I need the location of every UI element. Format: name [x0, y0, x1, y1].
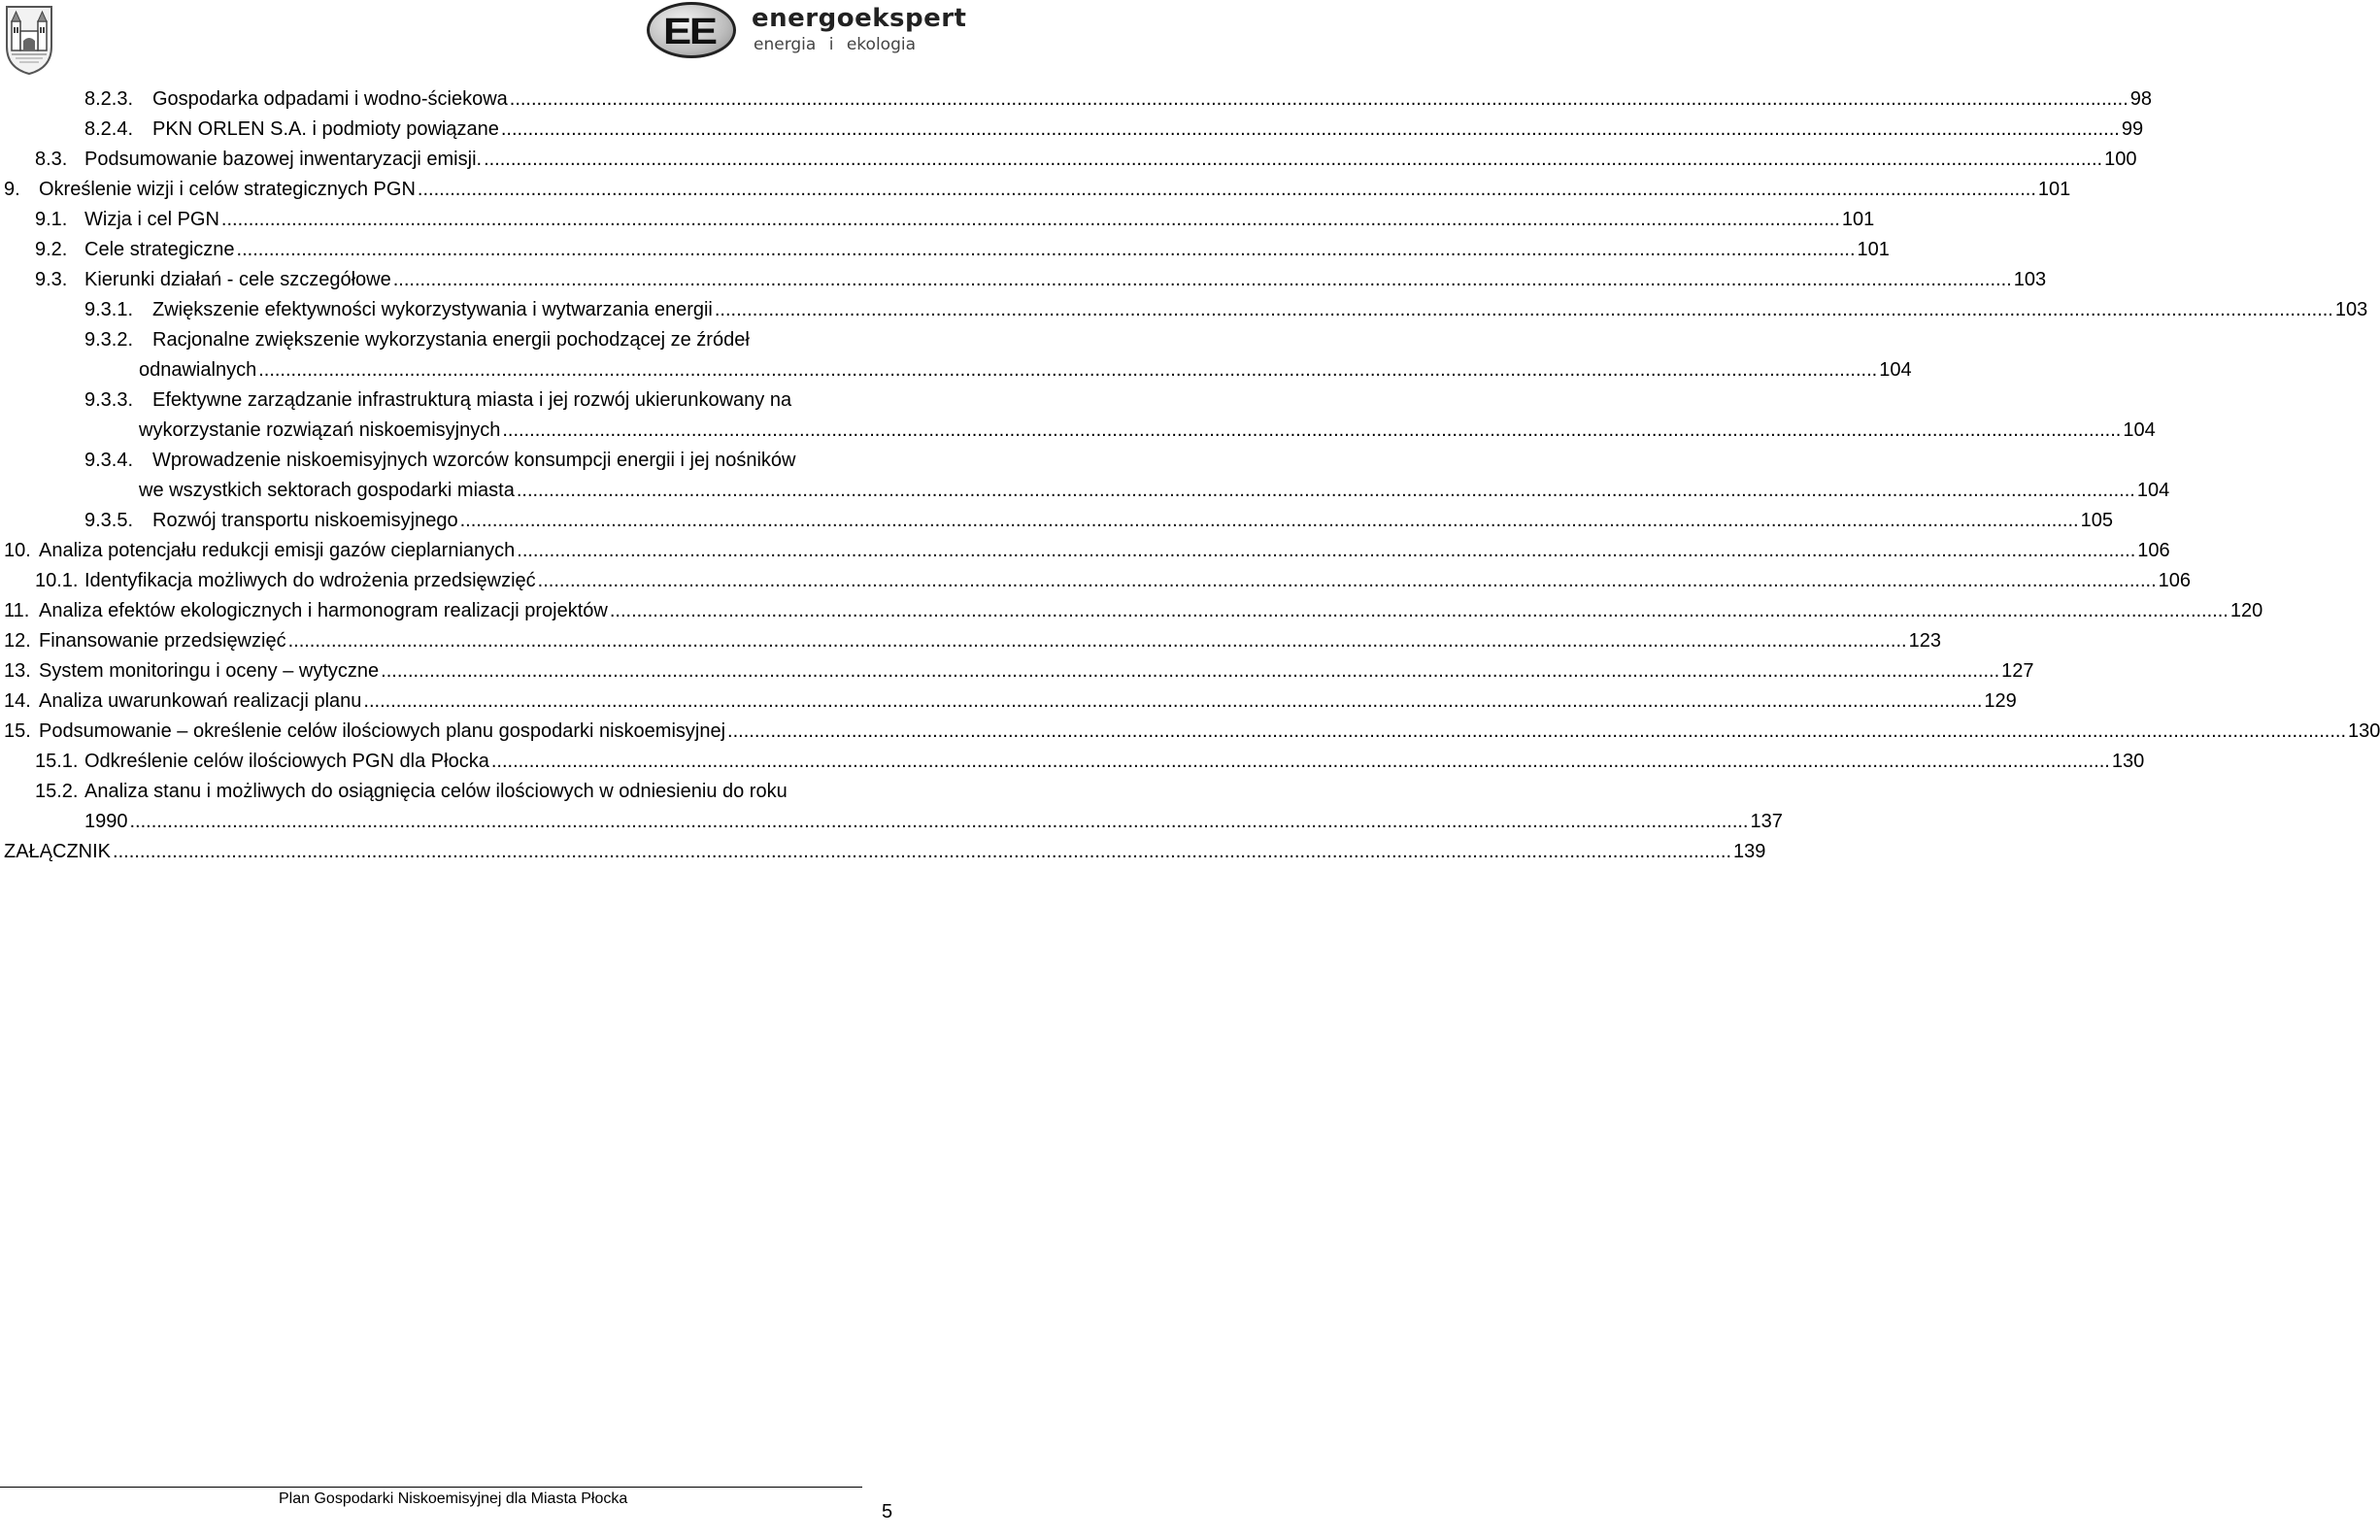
toc-dot-leader: ............................................................................................................................................................................................................................................................................................................ — [392, 269, 2012, 290]
toc-entry-page: 104 — [2123, 419, 2156, 441]
toc-dot-leader: ............................................................................................................................................................................................................................................................................................................ — [258, 359, 1878, 381]
toc-entry-number: 9.3.4. — [84, 450, 134, 471]
toc-entry-page: 98 — [2129, 88, 2153, 110]
toc-entry-number: 9.3.2. — [84, 329, 134, 351]
toc-entry-page: 120 — [2229, 600, 2263, 621]
toc-entry-number: 9.3.3. — [84, 389, 134, 411]
toc-entry-page: 101 — [1841, 209, 1875, 230]
toc-entry-page: 139 — [1733, 841, 1766, 862]
toc-entry-page: 106 — [2158, 570, 2192, 591]
page-header — [0, 0, 967, 85]
toc-entry-line — [4, 837, 1766, 867]
toc-entry[interactable] — [0, 656, 2034, 686]
toc-entry-page: 104 — [2136, 480, 2170, 501]
toc-entry-title: Analiza stanu i możliwych do osiągnięcia celów ilościowych w odniesieniu do roku — [84, 781, 788, 802]
toc-entry-line — [152, 295, 2368, 325]
toc-dot-leader: ............................................................................................................................................................................................................................................................................................................ — [236, 239, 1856, 260]
toc-entry-line — [84, 566, 2192, 596]
toc-entry-number: 11. — [4, 600, 30, 621]
toc-entry-page: 129 — [1984, 690, 2017, 712]
toc-entry[interactable] — [0, 506, 2113, 536]
city-crest-icon — [4, 4, 54, 76]
toc-entry[interactable] — [0, 777, 1783, 837]
toc-entry-title: Analiza potencjału redukcji emisji gazów cieplarnianych — [39, 540, 516, 561]
toc-entry-number: 9.2. — [35, 239, 68, 260]
toc-dot-leader: ............................................................................................................................................................................................................................................................................................................ — [220, 209, 1840, 230]
toc-entry-page: 99 — [2121, 118, 2144, 140]
toc-entry-number: 10. — [4, 540, 31, 561]
toc-entry-page: 100 — [2104, 149, 2137, 170]
toc-entry-number: 9.3.1. — [84, 299, 134, 320]
toc-entry-line — [152, 84, 2153, 115]
toc-dot-leader: ............................................................................................................................................................................................................................................................................................................ — [517, 540, 2136, 561]
toc-entry-title: Kierunki działań - cele szczegółowe — [84, 269, 391, 290]
toc-entry-page: 101 — [1857, 239, 1890, 260]
toc-entry-line — [39, 536, 2170, 566]
toc-entry-number: 9.3.5. — [84, 510, 134, 531]
toc-entry-title: Odkreślenie celów ilościowych PGN dla Płocka — [84, 751, 489, 772]
toc-entry[interactable] — [0, 686, 2017, 717]
toc-dot-leader: ............................................................................................................................................................................................................................................................................................................ — [363, 690, 1983, 712]
toc-entry-page: 103 — [2013, 269, 2047, 290]
toc-entry[interactable] — [0, 235, 1890, 265]
toc-dot-leader: ............................................................................................................................................................................................................................................................................................................ — [537, 570, 2157, 591]
toc-dot-leader: ............................................................................................................................................................................................................................................................................................................ — [714, 299, 2333, 320]
toc-entry-line — [39, 626, 1941, 656]
toc-entry-title: Analiza uwarunkowań realizacji planu — [39, 690, 362, 712]
toc-entry-number: 8.2.4. — [84, 118, 134, 140]
toc-entry[interactable] — [0, 566, 2192, 596]
toc-entry-number: 8.2.3. — [84, 88, 134, 110]
page-number: 5 — [882, 1501, 893, 1523]
toc-dot-leader: ............................................................................................................................................................................................................................................................................................................ — [490, 751, 2110, 772]
toc-entry-title: Rozwój transportu niskoemisyjnego — [152, 510, 458, 531]
toc-entry-line — [84, 205, 1875, 235]
toc-entry-title: Wprowadzenie niskoemisyjnych wzorców konsumpcji energii i jej nośników — [152, 450, 796, 471]
toc-entry-number: 9.3. — [35, 269, 68, 290]
toc-dot-leader: ............................................................................................................................................................................................................................................................................................................ — [727, 720, 2347, 742]
table-of-contents — [0, 84, 2380, 867]
toc-entry[interactable] — [0, 295, 2368, 325]
toc-entry-line — [139, 355, 1912, 385]
toc-entry[interactable] — [0, 446, 2170, 506]
toc-entry-number: 9.1. — [35, 209, 68, 230]
toc-entry-number: 14. — [4, 690, 31, 712]
toc-entry-line — [139, 476, 2170, 506]
toc-entry-title: we wszystkich sektorach gospodarki miasta — [139, 480, 515, 501]
toc-dot-leader: ............................................................................................................................................................................................................................................................................................................ — [502, 419, 2122, 441]
toc-dot-leader: ............................................................................................................................................................................................................................................................................................................ — [417, 179, 2036, 200]
energoekspert-logo — [647, 2, 967, 62]
toc-dot-leader: ............................................................................................................................................................................................................................................................................................................ — [516, 480, 2135, 501]
brand-tagline: energia i ekologia — [754, 35, 916, 54]
toc-entry[interactable] — [0, 205, 1875, 235]
toc-entry-line — [39, 175, 2071, 205]
toc-entry-title: PKN ORLEN S.A. i podmioty powiązane — [152, 118, 499, 140]
toc-entry-line — [152, 115, 2144, 145]
logo-letters: EE — [663, 12, 716, 52]
toc-entry[interactable] — [0, 325, 1912, 385]
toc-entry-title: odnawialnych — [139, 359, 257, 381]
toc-entry-title: Gospodarka odpadami i wodno-ściekowa — [152, 88, 508, 110]
toc-entry-title: 1990 — [84, 811, 128, 832]
toc-entry-number: 15.2. — [35, 781, 79, 802]
toc-entry-number: 10.1. — [35, 570, 79, 591]
toc-entry[interactable] — [0, 145, 2137, 175]
toc-entry-page: 123 — [1908, 630, 1941, 652]
toc-entry[interactable] — [0, 596, 2263, 626]
toc-entry-line — [39, 656, 2034, 686]
footer-divider — [0, 1487, 862, 1488]
toc-dot-leader: ............................................................................................................................................................................................................................................................................................................ — [113, 841, 1732, 862]
toc-entry-line — [152, 506, 2113, 536]
toc-dot-leader: ............................................................................................................................................................................................................................................................................................................ — [129, 811, 1749, 832]
toc-dot-leader: ............................................................................................................................................................................................................................................................................................................ — [381, 660, 2000, 682]
toc-entry-page: 127 — [2001, 660, 2034, 682]
toc-entry[interactable] — [0, 385, 2156, 446]
toc-entry-title: Efektywne zarządzanie infrastrukturą miasta i jej rozwój ukierunkowany na — [152, 389, 792, 411]
toc-entry-title: System monitoringu i oceny – wytyczne — [39, 660, 380, 682]
toc-entry-page: 101 — [2037, 179, 2071, 200]
toc-entry[interactable] — [0, 747, 2145, 777]
toc-entry[interactable] — [0, 626, 1941, 656]
toc-entry-page: 104 — [1879, 359, 1912, 381]
toc-dot-leader: ............................................................................................................................................................................................................................................................................................................ — [484, 149, 2103, 170]
toc-entry-page: 105 — [2080, 510, 2113, 531]
toc-entry[interactable] — [0, 717, 2380, 747]
toc-entry-page: 106 — [2137, 540, 2170, 561]
toc-entry-line — [39, 686, 2017, 717]
toc-entry-number: 9. — [4, 179, 20, 200]
toc-entry-title: Analiza efektów ekologicznych i harmonogram realizacji projektów — [39, 600, 608, 621]
toc-entry[interactable] — [0, 84, 2153, 115]
toc-entry-title: Racjonalne zwiększenie wykorzystania energii pochodzącej ze źródeł — [152, 329, 750, 351]
toc-entry-title: Podsumowanie bazowej inwentaryzacji emisji. — [84, 149, 483, 170]
toc-entry-line — [39, 596, 2263, 626]
toc-entry-line — [139, 416, 2156, 446]
toc-entry-title: wykorzystanie rozwiązań niskoemisyjnych — [139, 419, 501, 441]
toc-entry-page: 137 — [1750, 811, 1783, 832]
toc-entry-line — [84, 265, 2047, 295]
toc-entry-line — [39, 717, 2380, 747]
toc-entry-title: Podsumowanie – określenie celów ilościowych planu gospodarki niskoemisyjnej — [39, 720, 726, 742]
toc-entry-line — [84, 807, 1783, 837]
toc-entry-title: Wizja i cel PGN — [84, 209, 219, 230]
toc-entry[interactable] — [0, 536, 2170, 566]
toc-entry-number: 12. — [4, 630, 31, 652]
toc-entry-title: Określenie wizji i celów strategicznych PGN — [39, 179, 416, 200]
toc-entry-title: Zwiększenie efektywności wykorzystywania i wytwarzania energii — [152, 299, 713, 320]
toc-entry[interactable] — [0, 175, 2071, 205]
toc-dot-leader: ............................................................................................................................................................................................................................................................................................................ — [500, 118, 2120, 140]
footer-title: Plan Gospodarki Niskoemisyjnej dla Miasta Płocka — [279, 1490, 628, 1507]
toc-entry[interactable] — [0, 837, 1766, 867]
toc-entry-line — [84, 235, 1890, 265]
toc-entry-number: 15. — [4, 720, 31, 742]
toc-entry[interactable] — [0, 115, 2144, 145]
toc-entry-title: Finansowanie przedsięwzięć — [39, 630, 286, 652]
ee-oval-emblem — [647, 2, 736, 58]
toc-entry-line — [84, 145, 2137, 175]
toc-entry-title: Identyfikacja możliwych do wdrożenia przedsięwzięć — [84, 570, 536, 591]
toc-entry-page: 130 — [2111, 751, 2145, 772]
toc-dot-leader: ............................................................................................................................................................................................................................................................................................................ — [459, 510, 2079, 531]
toc-entry-page: 103 — [2334, 299, 2368, 320]
toc-entry-title: ZAŁĄCZNIK — [4, 841, 112, 862]
toc-dot-leader: ............................................................................................................................................................................................................................................................................................................ — [509, 88, 2129, 110]
toc-entry-number: 8.3. — [35, 149, 68, 170]
toc-entry[interactable] — [0, 265, 2047, 295]
brand-name: energoekspert — [752, 4, 967, 33]
toc-entry-page: 130 — [2348, 720, 2380, 742]
toc-entry-line — [84, 747, 2145, 777]
toc-entry-number: 15.1. — [35, 751, 79, 772]
toc-entry-number: 13. — [4, 660, 31, 682]
toc-dot-leader: ............................................................................................................................................................................................................................................................................................................ — [609, 600, 2229, 621]
toc-entry-title: Cele strategiczne — [84, 239, 235, 260]
toc-dot-leader: ............................................................................................................................................................................................................................................................................................................ — [287, 630, 1907, 652]
